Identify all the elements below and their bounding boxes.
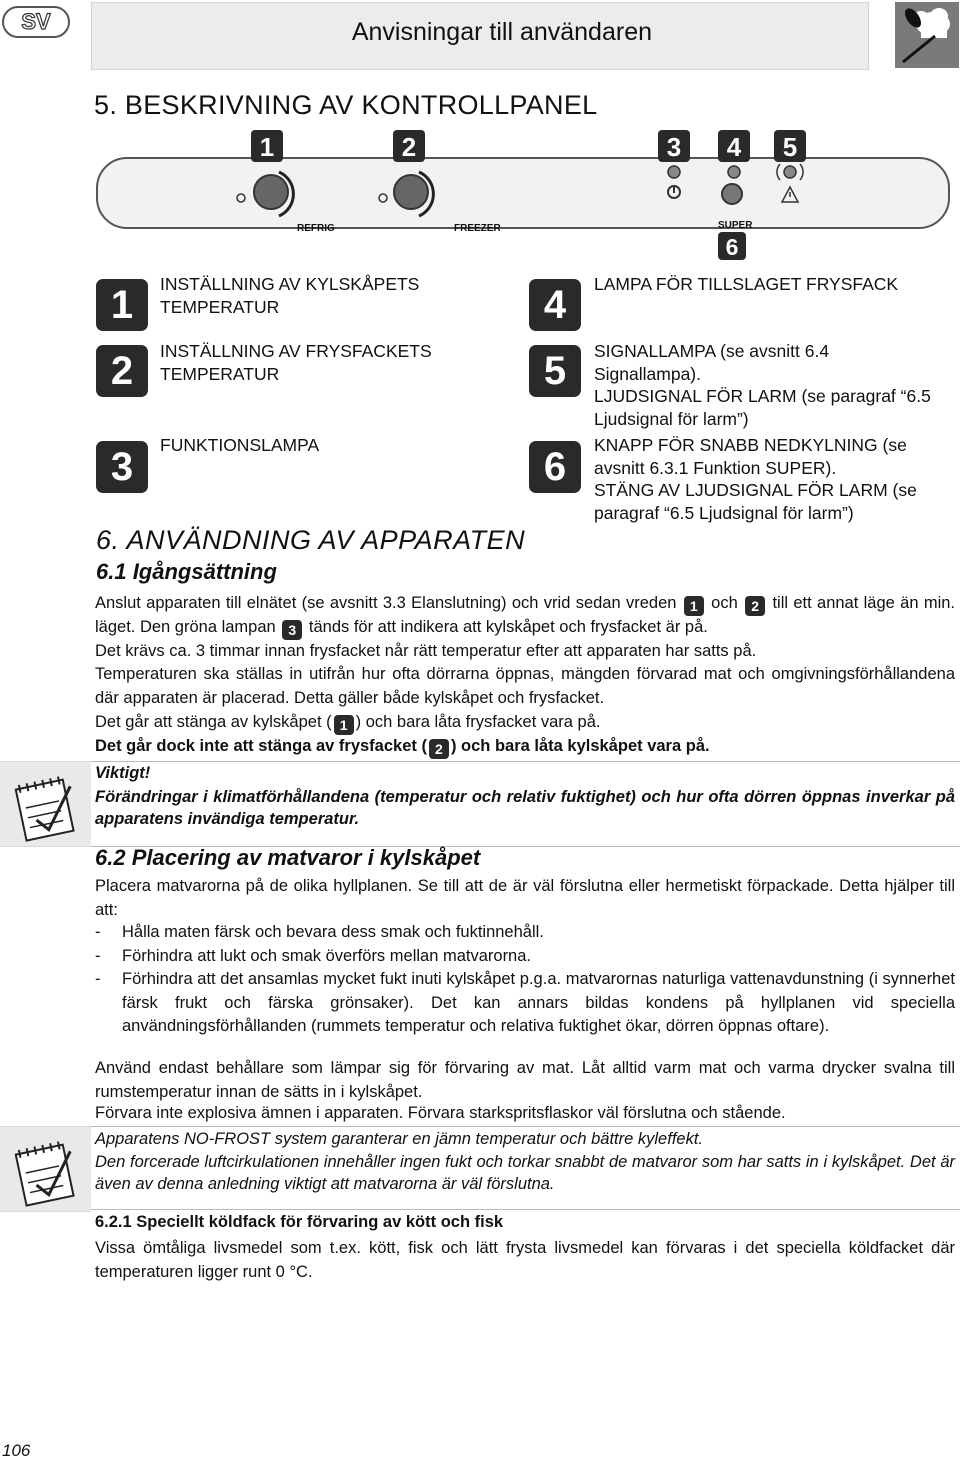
notepad-pencil-icon	[0, 762, 91, 848]
legend-num-1: 1	[96, 279, 148, 331]
legend-num-5: 5	[529, 345, 581, 397]
header-bar	[91, 2, 869, 70]
legend-text-2: INSTÄLLNING AV FRYSFACKETS TEMPERATUR	[160, 341, 432, 384]
knob-label-freezer: FREEZER	[454, 223, 501, 234]
legend-text-1: INSTÄLLNING AV KYLSKÅPETS TEMPERATUR	[160, 274, 420, 317]
page-header-title: Anvisningar till användaren	[351, 18, 652, 46]
language-badge: SV	[2, 6, 70, 38]
super-label: SUPER	[718, 220, 753, 231]
legend-text-6: KNAPP FÖR SNABB NEDKYLNING (se avsnitt 6.3.1 Funktion SUPER). STÄNG AV LJUDSIGNAL FÖR LARM (se paragraf “6.5 Ljudsignal för larm”)	[594, 435, 917, 523]
chef-logo-icon	[895, 2, 959, 68]
paragraph-meat-fish: Vissa ömtåliga livsmedel som t.ex. kött, fisk och lätt frysta livsmedel kan förvaras i det speciella köldfacket där temperaturen ligger runt 0 °C.	[95, 1239, 955, 1281]
paragraph-placement: Placera matvarorna på de olika hyllplanen. Se till att de är väl förslutna eller hermetiskt förpackade. Detta hjälper till att:	[95, 877, 955, 919]
legend-num-6: 6	[529, 441, 581, 493]
subsection-title-meat-fish: 6.2.1 Speciellt köldfack för förvaring av kött och fisk	[95, 1213, 504, 1231]
inline-num-2: 2	[745, 596, 765, 616]
paragraph-fridge-off: Det går att stänga av kylskåpet ( 1 ) och bara låta frysfacket vara på.	[95, 713, 601, 733]
placement-list	[95, 921, 955, 1039]
note-important-text: Förändringar i klimatförhållandena (temperatur och relativ fuktighet) och hur ofta dörren öppnas inverkar på apparatens invändiga temperatur.	[95, 788, 955, 828]
control-panel-diagram	[96, 130, 951, 260]
panel-num-3: 3	[666, 132, 682, 162]
list-item: - Hålla maten färsk och bevara dess smak och fuktinnehåll.	[95, 923, 544, 941]
note-nofrost-line2: Den forcerade luftcirkulationen innehåller ingen fukt och torkar snabbt de matvaror som har satts in i kylskåpet. Det är även av denna anledning viktigt att matvarorna är väl förslutna.	[95, 1153, 955, 1193]
paragraph-startup: Anslut apparaten till elnätet (se avsnitt 3.3 Elanslutning) och vrid sedan vreden 1 och 2 till ett annat läge än min. läget. Den gröna lampan 3 tänds för att indikera att kylskåpet och frysfacket är på.	[95, 594, 956, 638]
subsection-title-placement: 6.2 Placering av matvaror i kylskåpet	[95, 845, 481, 870]
inline-num-1b: 1	[334, 715, 354, 735]
paragraph-temperature: Temperaturen ska ställas in utifrån hur ofta dörrarna öppnas, mängden förvarad mat och omgivningsförhållandena där apparaten är placerad. Detta gäller både kylskåpet och frysfacket.	[95, 665, 955, 707]
note-icon-box	[0, 761, 91, 847]
list-item: - Förhindra att det ansamlas mycket fukt inuti kylskåpet p.g.a. matvarornas naturliga vattenavdunstning (i synnerhet färsk frukt och färska grönsaker). Det kan annars bildas kondens på hyllplanen vid speciella användningsförhållanden (rummets temperatur och relativa fuktighet ökar, dörren öppnas oftare).	[95, 970, 955, 1035]
notepad-pencil-icon	[0, 1127, 91, 1213]
note-important-title: Viktigt!	[95, 764, 151, 782]
note2-divider-top	[91, 1126, 960, 1127]
section-title-usage: 6. ANVÄNDNING AV APPARATEN	[96, 525, 526, 555]
inline-num-3: 3	[282, 620, 302, 640]
paragraph-explosives: Förvara inte explosiva ämnen i apparaten. Förvara starkspritsflaskor väl förslutna och stående.	[95, 1104, 786, 1122]
panel-num-6: 6	[725, 234, 739, 260]
panel-num-4: 4	[726, 132, 742, 162]
legend-text-3: FUNKTIONSLAMPA	[160, 435, 320, 455]
paragraph-wait-time: Det krävs ca. 3 timmar innan frysfacket når rätt temperatur efter att apparaten har satts på.	[95, 642, 757, 660]
panel-num-1: 1	[259, 132, 275, 162]
list-item: - Förhindra att lukt och smak överförs mellan matvarorna.	[95, 946, 531, 965]
legend-num-4: 4	[529, 279, 581, 331]
legend-text-5: SIGNALLAMPA (se avsnitt 6.4 Signallampa). LJUDSIGNAL FÖR LARM (se paragraf “6.5 Ljudsignal för larm”)	[594, 341, 931, 429]
inline-num-2b: 2	[429, 739, 449, 759]
legend-num-2: 2	[96, 345, 148, 397]
paragraph-freezer-off: Det går dock inte att stänga av frysfacket ( 2 ) och bara låta kylskåpet vara på.	[95, 737, 710, 757]
note-icon-box-2	[0, 1126, 91, 1212]
section-title-control-panel: 5. BESKRIVNING AV KONTROLLPANEL	[94, 90, 598, 120]
subsection-title-startup: 6.1 Igångsättning	[96, 559, 277, 584]
page-number: 106	[2, 1441, 31, 1460]
legend-text-4: LAMPA FÖR TILLSLAGET FRYSFACK	[594, 274, 899, 294]
knob-label-refrig: REFRIG	[297, 223, 335, 234]
panel-num-2: 2	[401, 132, 417, 162]
paragraph-containers: Använd endast behållare som lämpar sig för förvaring av mat. Låt alltid varm mat och varma drycker svalna till rumstemperatur innan de sätts in i kylskåpet.	[95, 1059, 955, 1101]
legend-num-3: 3	[96, 441, 148, 493]
note2-divider-bottom	[91, 1209, 960, 1210]
inline-num-1: 1	[684, 596, 704, 616]
panel-num-5: 5	[782, 132, 798, 162]
note-nofrost-line1: Apparatens NO-FROST system garanterar en jämn temperatur och bättre kyleffekt.	[95, 1130, 703, 1148]
